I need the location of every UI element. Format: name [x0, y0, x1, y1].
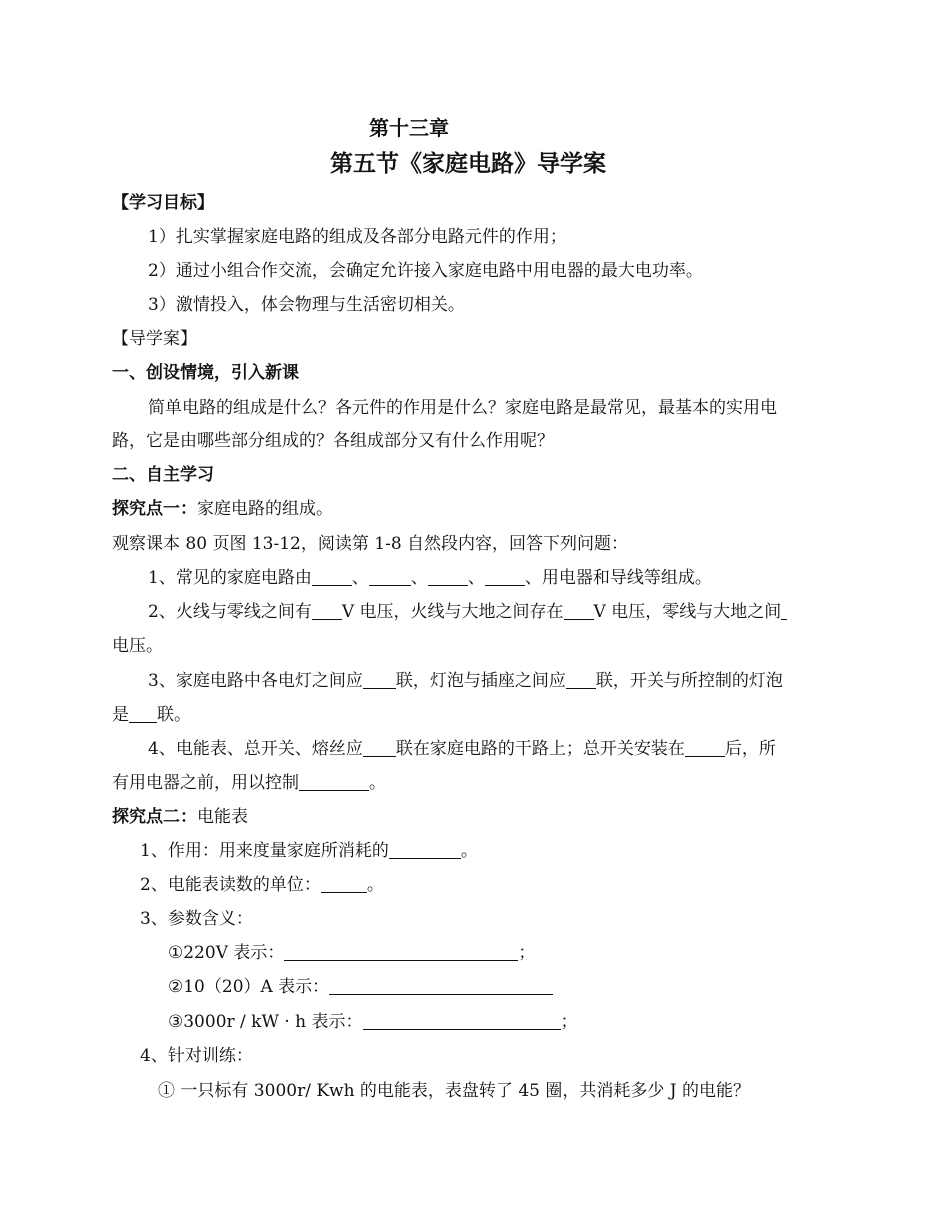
observe-instruction: 观察课本 80 页图 13-12，阅读第 1-8 自然段内容，回答下列问题： [112, 534, 629, 554]
section-1-heading: 一、创设情境，引入新课 [112, 363, 299, 383]
goal-item: 3）激情投入，体会物理与生活密切相关。 [148, 295, 465, 315]
answer-blank[interactable] [566, 672, 596, 689]
question-text: 1、常见的家庭电路由 [148, 568, 312, 588]
question-text: 联。 [157, 705, 191, 725]
question-text: ①220V 表示： [168, 943, 285, 963]
question-text: ； [518, 943, 536, 963]
answer-blank[interactable] [363, 740, 396, 757]
meter-item-4: 4、针对训练： [140, 1046, 253, 1066]
practice-question-1: ① 一只标有 3000r/ Kwh 的电能表，表盘转了 45 圈，共消耗多少 J 的电能？ [158, 1081, 750, 1101]
question-text: ③3000r / kW · h 表示： [168, 1012, 363, 1032]
question-3 [148, 670, 783, 692]
section-2-heading: 二、自主学习 [112, 465, 214, 485]
answer-blank[interactable] [485, 569, 525, 586]
question-2-line-2: 电压。 [112, 636, 163, 656]
intro-paragraph-line: 简单电路的组成是什么？各元件的作用是什么？家庭电路是最常见，最基本的实用电 [148, 398, 777, 418]
goal-item: 2）通过小组合作交流，会确定允许接入家庭电路中用电器的最大电功率。 [148, 261, 703, 281]
question-text: V 电压，零线与大地之间 [593, 602, 782, 622]
question-2 [148, 601, 787, 623]
question-text: 、用电器和导线等组成。 [524, 568, 712, 588]
chapter-heading: 第十三章 [369, 116, 449, 140]
question-text: 联，开关与所控制的灯泡 [595, 671, 783, 691]
answer-blank[interactable] [129, 706, 157, 723]
goals-heading: 【学习目标】 [112, 193, 214, 213]
question-text: 、 [351, 568, 369, 588]
inquiry-title: 电能表 [197, 807, 248, 827]
question-text: 。 [366, 875, 384, 895]
answer-blank[interactable] [363, 672, 396, 689]
question-text: 后，所 [724, 739, 776, 759]
guide-heading: 【导学案】 [112, 329, 197, 349]
question-text: 1、作用：用来度量家庭所消耗的 [140, 841, 389, 861]
inquiry-label: 探究点二： [112, 807, 197, 827]
question-text: 。 [460, 841, 478, 861]
param-1 [168, 942, 535, 964]
question-text: 4、电能表、总开关、熔丝应 [148, 739, 363, 759]
meter-item-3: 3、参数含义： [140, 909, 253, 929]
question-text: 。 [369, 773, 386, 793]
meter-item-1 [140, 840, 478, 862]
inquiry-point-1 [112, 498, 333, 520]
inquiry-title: 家庭电路的组成。 [197, 499, 333, 519]
question-text: 联，灯泡与插座之间应 [395, 671, 566, 691]
intro-paragraph-line: 路，它是由哪些部分组成的？各组成部分又有什么作用呢？ [112, 431, 554, 451]
question-text: ②10（20）A 表示： [168, 977, 330, 997]
question-text: ； [560, 1012, 578, 1032]
answer-blank[interactable] [312, 603, 342, 620]
page-title: 第五节《家庭电路》导学案 [330, 150, 606, 177]
answer-blank[interactable] [781, 603, 787, 620]
answer-blank[interactable] [564, 603, 594, 620]
answer-blank[interactable] [369, 569, 411, 586]
answer-blank[interactable] [428, 569, 468, 586]
question-4-line-2 [112, 772, 386, 794]
answer-blank[interactable] [299, 774, 369, 791]
question-text: 2、火线与零线之间有 [148, 602, 312, 622]
meter-item-2 [140, 874, 384, 896]
answer-blank[interactable] [389, 842, 461, 859]
inquiry-label: 探究点一： [112, 499, 197, 519]
question-text: 是 [112, 705, 129, 725]
question-text: 3、家庭电路中各电灯之间应 [148, 671, 363, 691]
question-text: V 电压，火线与大地之间存在 [341, 602, 564, 622]
answer-blank[interactable] [685, 740, 725, 757]
answer-blank[interactable] [284, 944, 518, 961]
answer-blank[interactable] [312, 569, 352, 586]
param-2 [168, 976, 553, 998]
inquiry-point-2 [112, 806, 248, 828]
question-text: 、 [467, 568, 485, 588]
question-1 [148, 567, 712, 589]
param-3 [168, 1011, 578, 1033]
question-text: 联在家庭电路的干路上；总开关安装在 [395, 739, 685, 759]
question-text: 有用电器之前，用以控制 [112, 773, 299, 793]
question-text: 2、电能表读数的单位： [140, 875, 321, 895]
answer-blank[interactable] [363, 1013, 561, 1030]
answer-blank[interactable] [329, 978, 553, 995]
answer-blank[interactable] [321, 876, 367, 893]
question-text: 、 [410, 568, 428, 588]
question-4 [148, 738, 776, 760]
goal-item: 1）扎实掌握家庭电路的组成及各部分电路元件的作用； [148, 227, 567, 247]
question-3-line-2 [112, 704, 191, 726]
